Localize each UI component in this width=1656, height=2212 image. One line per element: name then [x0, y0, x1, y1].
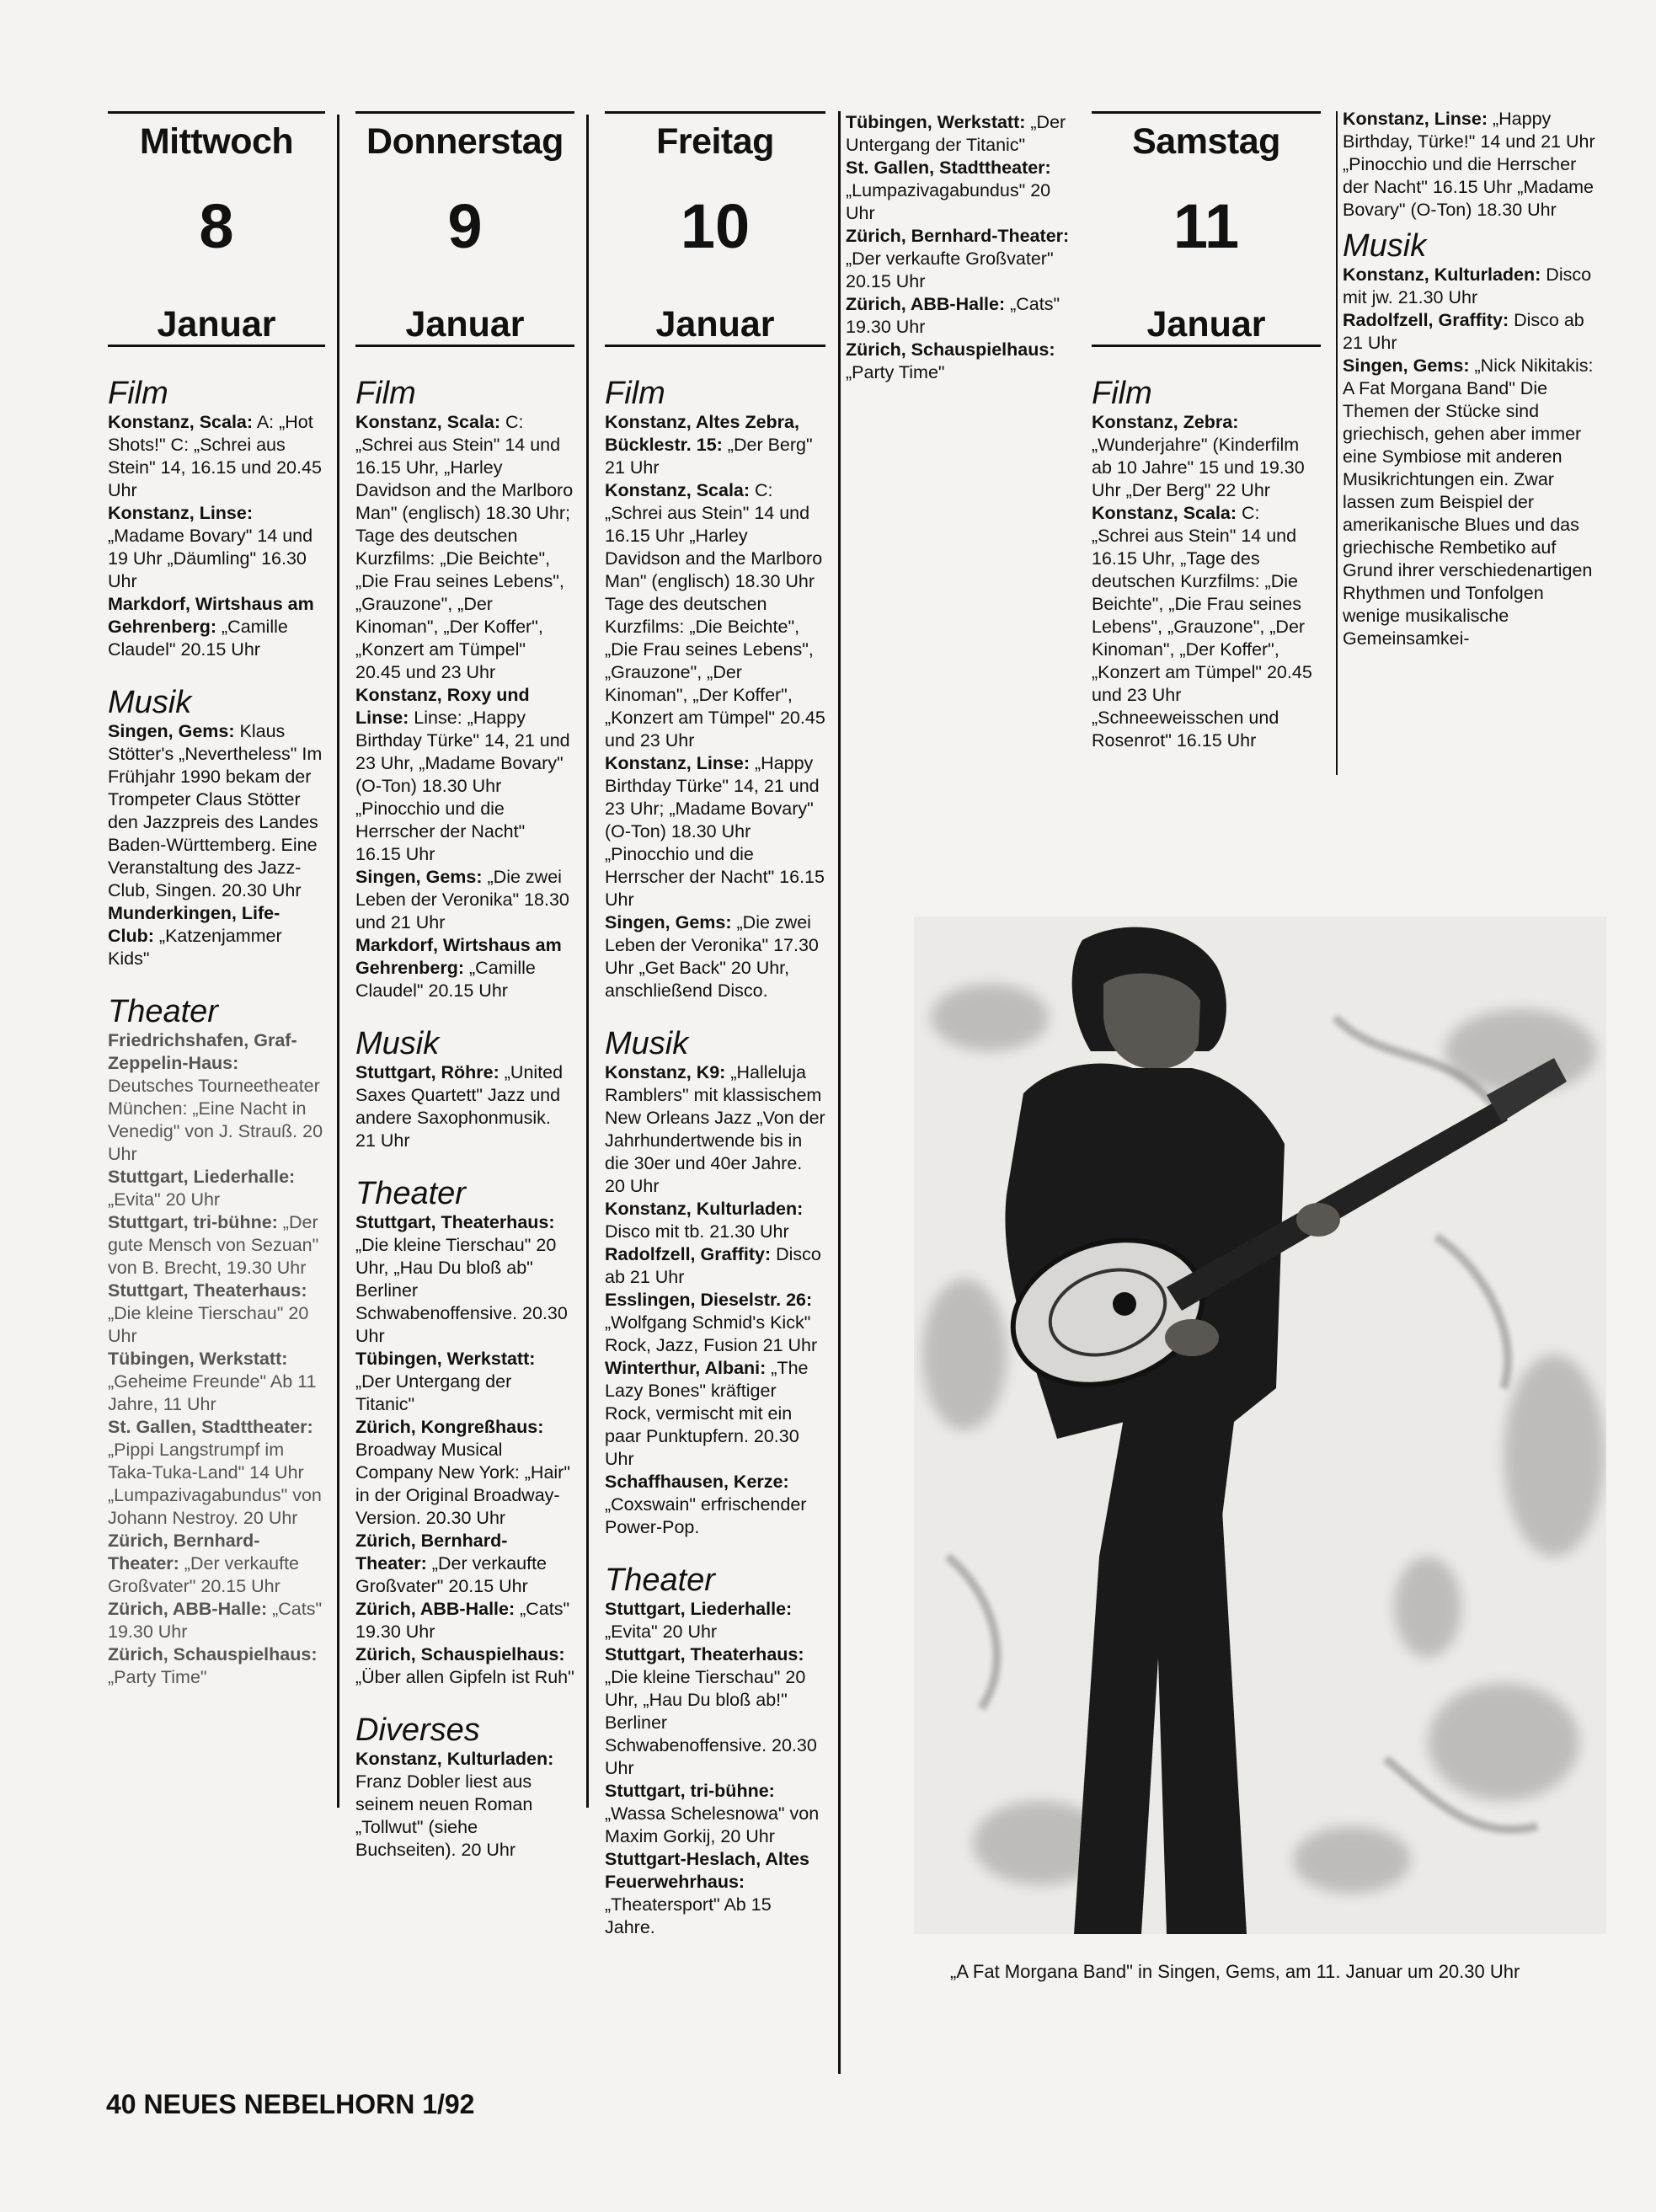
venue: Stuttgart, tri-bühne: [108, 1211, 278, 1232]
event-details: „Wassa Schelesnowa" von Maxim Gorkij, 20 Uhr [605, 1803, 820, 1846]
day-column-freitag [605, 111, 825, 1939]
day-number: 9 [447, 191, 483, 261]
continuation-column [846, 111, 1073, 384]
event-details: „The Lazy Bones" kräftiger Rock, vermischt mit ein paar Punktupfern. 20.30 Uhr [605, 1357, 809, 1469]
listing-entry [605, 1289, 825, 1357]
month: Januar [1146, 304, 1266, 345]
listing-entry [605, 1357, 825, 1471]
venue: Konstanz, Roxy und Linse: [355, 684, 530, 728]
listing-entry [108, 1643, 325, 1689]
venue: Zürich, Schauspielhaus: [846, 339, 1055, 360]
section-entries [355, 1061, 574, 1152]
venue: Friedrichshafen, Graf-Zeppelin-Haus: [108, 1029, 297, 1073]
listing-entry [605, 752, 825, 911]
listing-entry [355, 411, 574, 684]
listing-entry [355, 934, 574, 1002]
venue: Tübingen, Werkstatt: [108, 1348, 288, 1369]
photo-caption: „A Fat Morgana Band" in Singen, Gems, am 11. Januar um 20.30 Uhr [950, 1961, 1520, 1982]
day-column-mittwoch [108, 111, 325, 1689]
event-details: „Der verkaufte Großvater" 20.15 Uhr [846, 248, 1054, 291]
listing-entry [605, 479, 825, 752]
section-entries [1343, 264, 1595, 650]
section-entries [605, 1598, 825, 1939]
event-details: „Camille Claudel" 20.15 Uhr [108, 616, 288, 660]
venue: St. Gallen, Stadttheater: [108, 1416, 313, 1437]
section-heading-theater: Theater [355, 1175, 466, 1211]
section-entries [355, 1748, 574, 1862]
section-heading-film: Film [1092, 376, 1152, 411]
venue: Zürich, Schauspielhaus: [108, 1643, 318, 1664]
venue: Singen, Gems: [355, 866, 483, 887]
day-listings [355, 377, 574, 1862]
venue: Stuttgart, Theaterhaus: [108, 1280, 307, 1301]
venue: Konstanz, Linse: [605, 752, 751, 773]
venue: Radolfzell, Graffity: [605, 1243, 772, 1264]
listing-entry [605, 1061, 825, 1198]
listing-entry [1092, 502, 1321, 752]
section-entries [1343, 108, 1595, 222]
listing-entry [605, 411, 825, 479]
venue: Stuttgart, Theaterhaus: [605, 1643, 804, 1664]
event-details: A: „Hot Shots!" C: „Schrei aus Stein" 14, 16.15 und 20.45 Uhr [108, 411, 322, 500]
event-details: Disco ab 21 Uhr [1343, 309, 1584, 353]
venue: Zürich, Bernhard-Theater: [108, 1530, 260, 1574]
listing-entry [108, 902, 325, 970]
venue: Konstanz, Kulturladen: [1343, 264, 1541, 285]
section-heading-film: Film [108, 376, 168, 411]
event-details: „Die kleine Tierschau" 20 Uhr, „Hau Du bloß ab!" Berliner Schwabenoffensive. 20.30 Uhr [605, 1666, 817, 1778]
weekday: Mittwoch [139, 121, 294, 162]
venue: Stuttgart, tri-bühne: [605, 1780, 775, 1801]
venue: Konstanz, Scala: [108, 411, 254, 432]
column-divider [1336, 111, 1338, 775]
listing-entry [355, 1416, 574, 1530]
month: Januar [405, 304, 525, 345]
listing-entry [355, 1061, 574, 1152]
section-entries [605, 411, 825, 1002]
band-photo [914, 916, 1606, 1934]
venue: Radolfzell, Graffity: [1343, 309, 1509, 330]
section-heading-theater: Theater [605, 1562, 715, 1598]
listing-entry [108, 1029, 325, 1166]
day-header [1092, 111, 1321, 347]
column-divider [586, 115, 589, 1808]
listing-entry [108, 720, 325, 902]
section-heading-diverses: Diverses [355, 1712, 480, 1748]
listing-entry [108, 1166, 325, 1211]
venue: Konstanz, Kulturladen: [605, 1198, 804, 1219]
venue: Stuttgart, Liederhalle: [108, 1166, 296, 1187]
event-details: „Party Time" [108, 1666, 207, 1687]
event-details: „Wunderjahre" (Kinderfilm ab 10 Jahre" 15 und 19.30 Uhr „Der Berg" 22 Uhr [1092, 434, 1305, 500]
venue: Stuttgart, Liederhalle: [605, 1598, 793, 1619]
event-details: „Der Untergang der Titanic" [355, 1370, 512, 1414]
event-details: C: „Schrei aus Stein" 14 und 16.15 Uhr, „Harley Davidson and the Marlboro Man" (englisch) 18.30 Uhr; Tage des deutschen Kurzfilms: „Die Beichte", „Die Frau seines Lebens", „Grauzone", „Der Kinoman", „Der Koffer", „Konzert am Tümpel" 20.45 und 23 Uhr [355, 411, 574, 682]
listing-entry [605, 1243, 825, 1289]
event-details: Broadway Musical Company New York: „Hair" in der Original Broadway-Version. 20.30 Uhr [355, 1439, 570, 1528]
venue: Esslingen, Dieselstr. 26: [605, 1289, 813, 1310]
listing-entry [355, 866, 574, 934]
venue: Singen, Gems: [605, 911, 732, 932]
venue: Stuttgart, Röhre: [355, 1061, 499, 1082]
venue: Zürich, Schauspielhaus: [355, 1643, 565, 1664]
day-listings [108, 377, 325, 1689]
listing-entry [846, 157, 1073, 225]
listing-entry [846, 225, 1073, 293]
listing-entry [605, 1780, 825, 1848]
venue: Konstanz, Linse: [1343, 109, 1488, 129]
event-details: Deutsches Tourneetheater München: „Eine Nacht in Venedig" von J. Strauß. 20 Uhr [108, 1075, 323, 1164]
event-details: „Cats" 19.30 Uhr [108, 1598, 323, 1642]
event-details: Franz Dobler liest aus seinem neuen Roman „Tollwut" (siehe Buchseiten). 20 Uhr [355, 1771, 533, 1860]
event-details: „Happy Birthday Türke" 14, 21 und 23 Uhr; „Madame Bovary" (O-Ton) 18.30 Uhr „Pinocchio und die Herrscher der Nacht" 16.15 Uhr [605, 752, 825, 910]
weekday: Freitag [656, 121, 774, 162]
event-details: Klaus Stötter's „Nevertheless" Im Frühjahr 1990 bekam der Trompeter Claus Stötter den Jazzpreis des Landes Baden-Württemberg. Eine Veranstaltung des Jazz-Club, Singen. 20.30 Uhr [108, 720, 323, 900]
section-entries [108, 411, 325, 661]
venue: Konstanz, Linse: [108, 502, 254, 523]
listing-entry [846, 293, 1073, 339]
event-details: „Halleluja Ramblers" mit klassischem New Orleans Jazz „Von der Jahrhundertwende bis in die 30er und 40er Jahre. 20 Uhr [605, 1061, 825, 1196]
section-entries [108, 720, 325, 970]
event-details: Linse: „Happy Birthday Türke" 14, 21 und 23 Uhr, „Madame Bovary" (O-Ton) 18.30 Uhr „Pinocchio und die Herrscher der Nacht" 16.15 Uhr [355, 707, 570, 864]
event-details: „Evita" 20 Uhr [108, 1189, 221, 1210]
venue: Konstanz, Altes Zebra, Bücklestr. 15: [605, 411, 799, 455]
event-details: „Die kleine Tierschau" 20 Uhr, „Hau Du bloß ab" Berliner Schwabenoffensive. 20.30 Uhr [355, 1234, 568, 1346]
listing-entry [108, 1280, 325, 1348]
venue: Winterthur, Albani: [605, 1357, 767, 1378]
section-heading-film: Film [605, 376, 665, 411]
listing-entry [846, 111, 1073, 157]
listing-entry [605, 1198, 825, 1243]
section-entries [355, 1211, 574, 1689]
event-details: Disco mit jw. 21.30 Uhr [1343, 264, 1592, 307]
section-heading-musik: Musik [355, 1025, 440, 1061]
listing-entry [605, 1643, 825, 1780]
section-heading-musik: Musik [108, 684, 192, 720]
event-details: Disco mit tb. 21.30 Uhr [605, 1221, 789, 1242]
venue: Konstanz, Scala: [605, 479, 751, 500]
section-heading-musik: Musik [1343, 228, 1427, 264]
event-details: „Camille Claudel" 20.15 Uhr [355, 957, 536, 1001]
event-details: „Die zwei Leben der Veronika" 18.30 und 21 Uhr [355, 866, 569, 932]
venue: Konstanz, Scala: [1092, 502, 1237, 523]
listing-entry [108, 1416, 325, 1530]
section-heading-film: Film [355, 376, 416, 411]
event-details: „Lumpazivagabundus" 20 Uhr [846, 180, 1051, 223]
saturday-continuation-column [1343, 108, 1595, 650]
listing-entry [108, 411, 325, 502]
venue: Konstanz, Zebra: [1092, 411, 1239, 432]
listing-entry [1343, 108, 1595, 222]
listing-entry [605, 1471, 825, 1539]
day-header [108, 111, 325, 347]
venue: Zürich, Bernhard-Theater: [355, 1530, 508, 1574]
month: Januar [157, 304, 276, 345]
venue: Tübingen, Werkstatt: [846, 112, 1026, 132]
event-details: „Evita" 20 Uhr [605, 1621, 718, 1642]
event-details: „Cats" 19.30 Uhr [846, 294, 1060, 337]
event-details: „Der Untergang der Titanic" [846, 112, 1066, 155]
listing-entry [355, 1748, 574, 1862]
listing-entry [108, 1530, 325, 1598]
listing-entry [108, 1598, 325, 1643]
listing-entry [355, 1211, 574, 1348]
day-header [355, 111, 574, 347]
event-details: „Die zwei Leben der Veronika" 17.30 Uhr „Get Back" 20 Uhr, anschließend Disco. [605, 911, 819, 1001]
event-details: „Der Berg" 21 Uhr [605, 434, 813, 478]
listing-entry [108, 502, 325, 593]
listing-entry [605, 911, 825, 1002]
event-details: „Der verkaufte Großvater" 20.15 Uhr [108, 1552, 300, 1596]
venue: Markdorf, Wirtshaus am Gehrenberg: [108, 593, 314, 637]
venue: Singen, Gems: [1343, 355, 1470, 376]
event-details: „Katzenjammer Kids" [108, 925, 282, 969]
event-details: „Madame Bovary" 14 und 19 Uhr „Däumling" 16.30 Uhr [108, 525, 313, 591]
event-details: „Der verkaufte Großvater" 20.15 Uhr [355, 1552, 548, 1596]
venue: Zürich, ABB-Halle: [846, 294, 1006, 314]
event-details: „Coxswain" erfrischender Power-Pop. [605, 1493, 807, 1537]
venue: Schaffhausen, Kerze: [605, 1471, 789, 1492]
day-number: 10 [680, 191, 751, 261]
day-column-samstag [1092, 111, 1321, 752]
event-details: „Der gute Mensch von Sezuan" von B. Brecht, 19.30 Uhr [108, 1211, 319, 1278]
venue: Munderkingen, Life-Club: [108, 902, 280, 946]
event-details: C: „Schrei aus Stein" 14 und 16.15 Uhr „Harley Davidson and the Marlboro Man" (englisch) 18.30 Uhr Tage des deutschen Kurzfilms: „Die Beichte", „Die Frau seines Lebens", „Grauzone", „Der Kinoman", „Der Koffer", „Konzert am Tümpel" 20.45 und 23 Uhr [605, 479, 825, 751]
day-number: 11 [1173, 191, 1240, 261]
event-details: „Über allen Gipfeln ist Ruh" [355, 1666, 574, 1687]
event-details: „Wolfgang Schmid's Kick" Rock, Jazz, Fusion 21 Uhr [605, 1312, 818, 1355]
day-listings [605, 377, 825, 1939]
listing-entry [605, 1598, 825, 1643]
event-details: „Party Time" [846, 362, 945, 382]
listing-entry [355, 1598, 574, 1643]
weekday: Samstag [1132, 121, 1280, 162]
event-details: „United Saxes Quartett" Jazz und andere Saxophonmusik. 21 Uhr [355, 1061, 564, 1151]
event-details: C: „Schrei aus Stein" 14 und 16.15 Uhr, „Tage des deutschen Kurzfilms: „Die Beichte", „Die Frau seines Lebens", „Grauzone", „Der Kinoman", „Der Koffer", „Konzert am Tümpel" 20.45 und 23 Uhr „Schneeweisschen und Rosenrot" 16.15 Uhr [1092, 502, 1312, 751]
section-heading-theater: Theater [108, 993, 218, 1029]
listing-entry [1343, 309, 1595, 355]
listing-entry [605, 1848, 825, 1939]
venue: Konstanz, Kulturladen: [355, 1748, 554, 1769]
listing-entry [355, 684, 574, 866]
listing-entry [1343, 355, 1595, 650]
day-column-donnerstag [355, 111, 574, 1862]
event-details: „Geheime Freunde" Ab 11 Jahre, 11 Uhr [108, 1370, 317, 1414]
venue: Konstanz, Scala: [355, 411, 501, 432]
listing-entry [108, 1348, 325, 1416]
section-entries [1092, 411, 1321, 752]
event-details: „Die kleine Tierschau" 20 Uhr [108, 1302, 309, 1346]
event-details: „Pippi Langstrumpf im Taka-Tuka-Land" 14 Uhr „Lumpazivagabundus" von Johann Nestroy. 20 Uhr [108, 1439, 322, 1528]
event-details: „Happy Birthday, Türke!" 14 und 21 Uhr „Pinocchio und die Herrscher der Nacht" 16.15 Uhr „Madame Bovary" (O-Ton) 18.30 Uhr [1343, 109, 1595, 220]
venue: Zürich, Bernhard-Theater: [846, 226, 1070, 246]
month: Januar [655, 304, 775, 345]
listing-entry [1092, 411, 1321, 502]
venue: Singen, Gems: [108, 720, 235, 741]
listing-entry [1343, 264, 1595, 309]
listing-entry [355, 1643, 574, 1689]
section-entries [605, 1061, 825, 1539]
column-divider [337, 115, 339, 1808]
venue: Zürich, ABB-Halle: [108, 1598, 268, 1619]
venue: Tübingen, Werkstatt: [355, 1348, 536, 1369]
listing-entry [846, 339, 1073, 384]
column-divider [838, 111, 841, 2074]
venue: Zürich, Kongreßhaus: [355, 1416, 544, 1437]
event-details: Disco ab 21 Uhr [605, 1243, 821, 1287]
page-footer: 40 NEUES NEBELHORN 1/92 [106, 2089, 475, 2119]
listing-entry [108, 1211, 325, 1280]
day-number: 8 [199, 191, 234, 261]
venue: Stuttgart, Theaterhaus: [355, 1211, 555, 1232]
listing-entry [355, 1348, 574, 1416]
venue: St. Gallen, Stadttheater: [846, 158, 1051, 178]
event-details: „Nick Nikitakis: A Fat Morgana Band" Die Themen der Stücke sind griechisch, gehen aber immer eine Symbiose mit anderen Musikrichtungen ein. Zwar lassen zum Beispiel der amerikanische Blues und das griechische Rembetiko auf Grund ihrer verschiedenartigen Rhythmen und Tonfolgen wenige musikalische Gemeinsamkei- [1343, 355, 1594, 649]
section-entries [355, 411, 574, 1002]
event-details: „Cats" 19.30 Uhr [355, 1598, 570, 1642]
venue: Konstanz, K9: [605, 1061, 726, 1082]
event-details: „Theatersport" Ab 15 Jahre. [605, 1894, 772, 1937]
weekday: Donnerstag [366, 121, 564, 162]
section-entries [108, 1029, 325, 1689]
listing-entry [355, 1530, 574, 1598]
venue: Zürich, ABB-Halle: [355, 1598, 515, 1619]
day-header [605, 111, 825, 347]
venue: Markdorf, Wirtshaus am Gehrenberg: [355, 934, 562, 978]
musician-with-bouzouki-image [914, 916, 1606, 1934]
section-heading-musik: Musik [605, 1025, 689, 1061]
listing-entry [108, 593, 325, 661]
venue: Stuttgart-Heslach, Altes Feuerwehrhaus: [605, 1848, 809, 1892]
